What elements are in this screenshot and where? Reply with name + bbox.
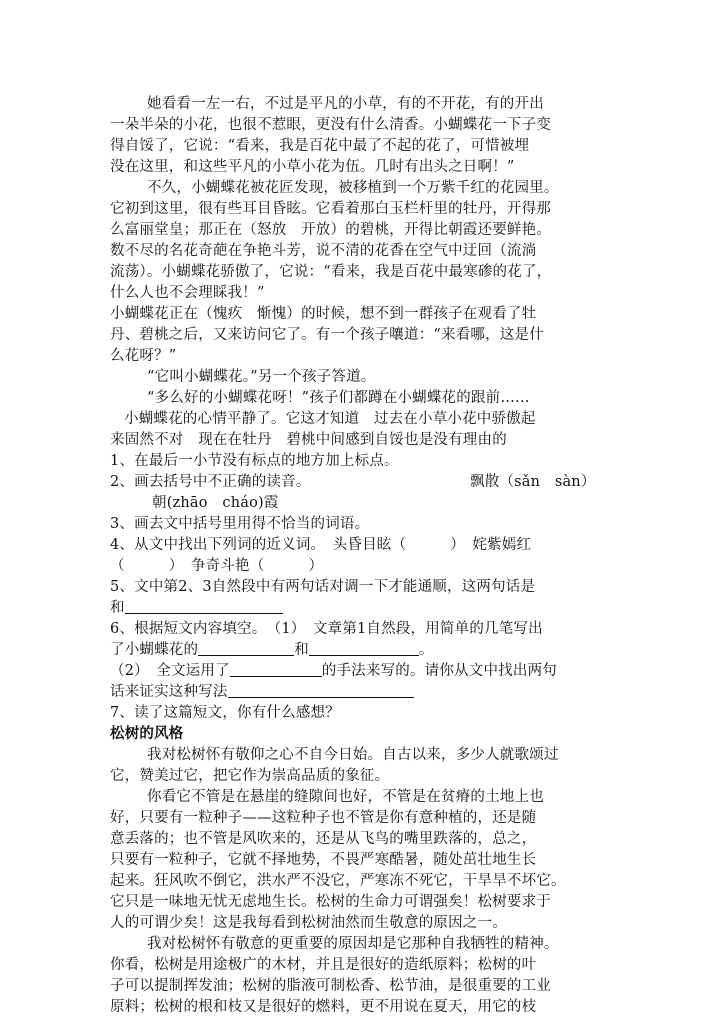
text-line: 意丢落的；也不管是风吹来的，还是从飞鸟的嘴里跌落的，总之，: [110, 831, 537, 847]
text-line: 好，只要有一粒种子——这粒种子也不管是你有意种植的，还是随: [110, 810, 537, 826]
text-line: 人的可谓少矣！这是我每看到松树油然而生敬意的原因之一。: [110, 915, 507, 931]
question-1: 1、在最后一小节没有标点的地方加上标点。: [110, 453, 399, 469]
text-span: 话来证实这种写法: [110, 684, 228, 700]
text-line: 起来。狂风吹不倒它，洪水严不没它，严寒冻不死它，干旱旱不坏它。: [110, 873, 566, 889]
question-5: 5、文中第2、3自然段中有两句话对调一下才能通顺，这两句话是: [110, 579, 536, 595]
text-line: 我对松树怀有敬仰之心不自今日始。自古以来，多少人就歌颂过: [147, 747, 559, 763]
question-7: 7、读了这篇短文，你有什么感想？: [110, 705, 340, 721]
question-6-cont: [110, 640, 630, 660]
answer-blank[interactable]: [125, 599, 283, 614]
text-line: 你看，松树是用途极广的木材，并且是很好的造纸原料；松树的叶: [110, 957, 537, 973]
text-span: 的手法来写的。请你从文中找出两句: [321, 663, 557, 679]
question-4: 4、从文中找出下列词的近义词。 头昏目眩（ ） 姹紫嫣红: [110, 537, 532, 553]
text-line: 她看看一左一右，不过是平凡的小草，有的不开花，有的开出: [147, 96, 544, 112]
question-5-cont: [110, 598, 630, 618]
text-line: “多么好的小蝴蝶花呀！”孩子们都蹲在小蝴蝶花的跟前……: [147, 390, 530, 406]
text-line: 什么人也不会理睬我！”: [110, 285, 265, 301]
text-line: 你看它不管是在悬崖的缝隙间也好，不管是在贫瘠的土地上也: [147, 789, 544, 805]
text-span: 和: [110, 600, 125, 616]
text-line: 一朵半朵的小花，也很不惹眼，更没有什么清香。小蝴蝶花一下子变: [110, 117, 551, 133]
text-line: 丹、碧桃之后，又来访问它了。有一个孩子嚷道：“来看哪，这是什: [110, 327, 544, 343]
text-line: 它初到这里，很有些耳目昏眩。它看着那白玉栏杆里的牡丹，开得那: [110, 201, 551, 217]
text-line: 来固然不对 现在在牡丹 碧桃中间感到自馁也是没有理由的: [110, 432, 507, 448]
question-6: 6、根据短文内容填空。 （1） 文章第1自然段，用简单的几笔写出: [110, 621, 543, 637]
text-line: “它叫小蝴蝶花。”另一个孩子答道。: [147, 369, 376, 385]
text-line: 我对松树怀有敬意的更重要的原因却是它那种自我牺牲的精神。: [147, 936, 559, 952]
text-line: 么花呀？”: [110, 348, 177, 364]
answer-blank[interactable]: [230, 662, 322, 677]
text-line: 原料；松树的根和枝又是很好的燃料，更不用说在夏天，用它的枝: [110, 999, 537, 1015]
text-line: 不久，小蝴蝶花被花匠发现，被移植到一个万紫千红的花园里。: [147, 180, 559, 196]
text-span: 和: [294, 642, 309, 658]
text-line: 流荡）。小蝴蝶花骄傲了，它说：“看来，我是百花中最寒碜的花了，: [110, 264, 552, 280]
text-line: 数不尽的名花奇葩在争艳斗芳，说不清的花香在空气中迂回（流淌: [110, 243, 537, 259]
article-title: 松树的风格: [110, 726, 184, 742]
question-6-part2: [110, 661, 630, 681]
text-line: 得自馁了，它说：“看来，我是百花中最了不起的花了，可惜被埋: [110, 138, 530, 154]
text-line: 它只是一味地无忧无虑地生长。松树的生命力可谓强矣！松树要求于: [110, 894, 551, 910]
text-span: 了小蝴蝶花的: [110, 642, 199, 658]
text-line: 小蝴蝶花正在（愧疚 惭愧）的时候，想不到一群孩子在观看了牡: [110, 306, 537, 322]
answer-blank[interactable]: [309, 641, 419, 656]
question-2-item: 朝(zhāo cháo)霞: [152, 495, 279, 511]
question-2: 2、画去括号中不正确的读音。: [110, 474, 311, 490]
text-line: 没在这里，和这些平凡的小草小花为伍。几时有出头之日啊！”: [110, 159, 515, 175]
question-2-item: 飘散（sǎn sàn）: [470, 474, 596, 490]
question-4-cont: （ ） 争奇斗艳（ ）: [110, 558, 324, 574]
text-line: 它，赞美过它，把它作为崇高品质的象征。: [110, 768, 390, 784]
answer-blank[interactable]: [198, 641, 294, 656]
question-6-part2-cont: [110, 682, 630, 702]
text-line: 么富丽堂皇；那正在（怒放 开放）的碧桃，开得比朝霞还要鲜艳。: [110, 222, 551, 238]
text-span: （2） 全文运用了: [110, 663, 230, 679]
text-line: 子可以提制挥发油；松树的脂液可制松香、松节油，是很重要的工业: [110, 978, 551, 994]
answer-blank[interactable]: [228, 683, 414, 698]
text-line: 只要有一粒种子，它就不择地势，不畏严寒酷暑，随处茁壮地生长: [110, 852, 537, 868]
text-span: 。: [418, 642, 434, 658]
question-3: 3、画去文中括号里用得不恰当的词语。: [110, 516, 370, 532]
text-line: 小蝴蝶花的心情平静了。它这才知道 过去在小草小花中骄傲起: [124, 411, 536, 427]
